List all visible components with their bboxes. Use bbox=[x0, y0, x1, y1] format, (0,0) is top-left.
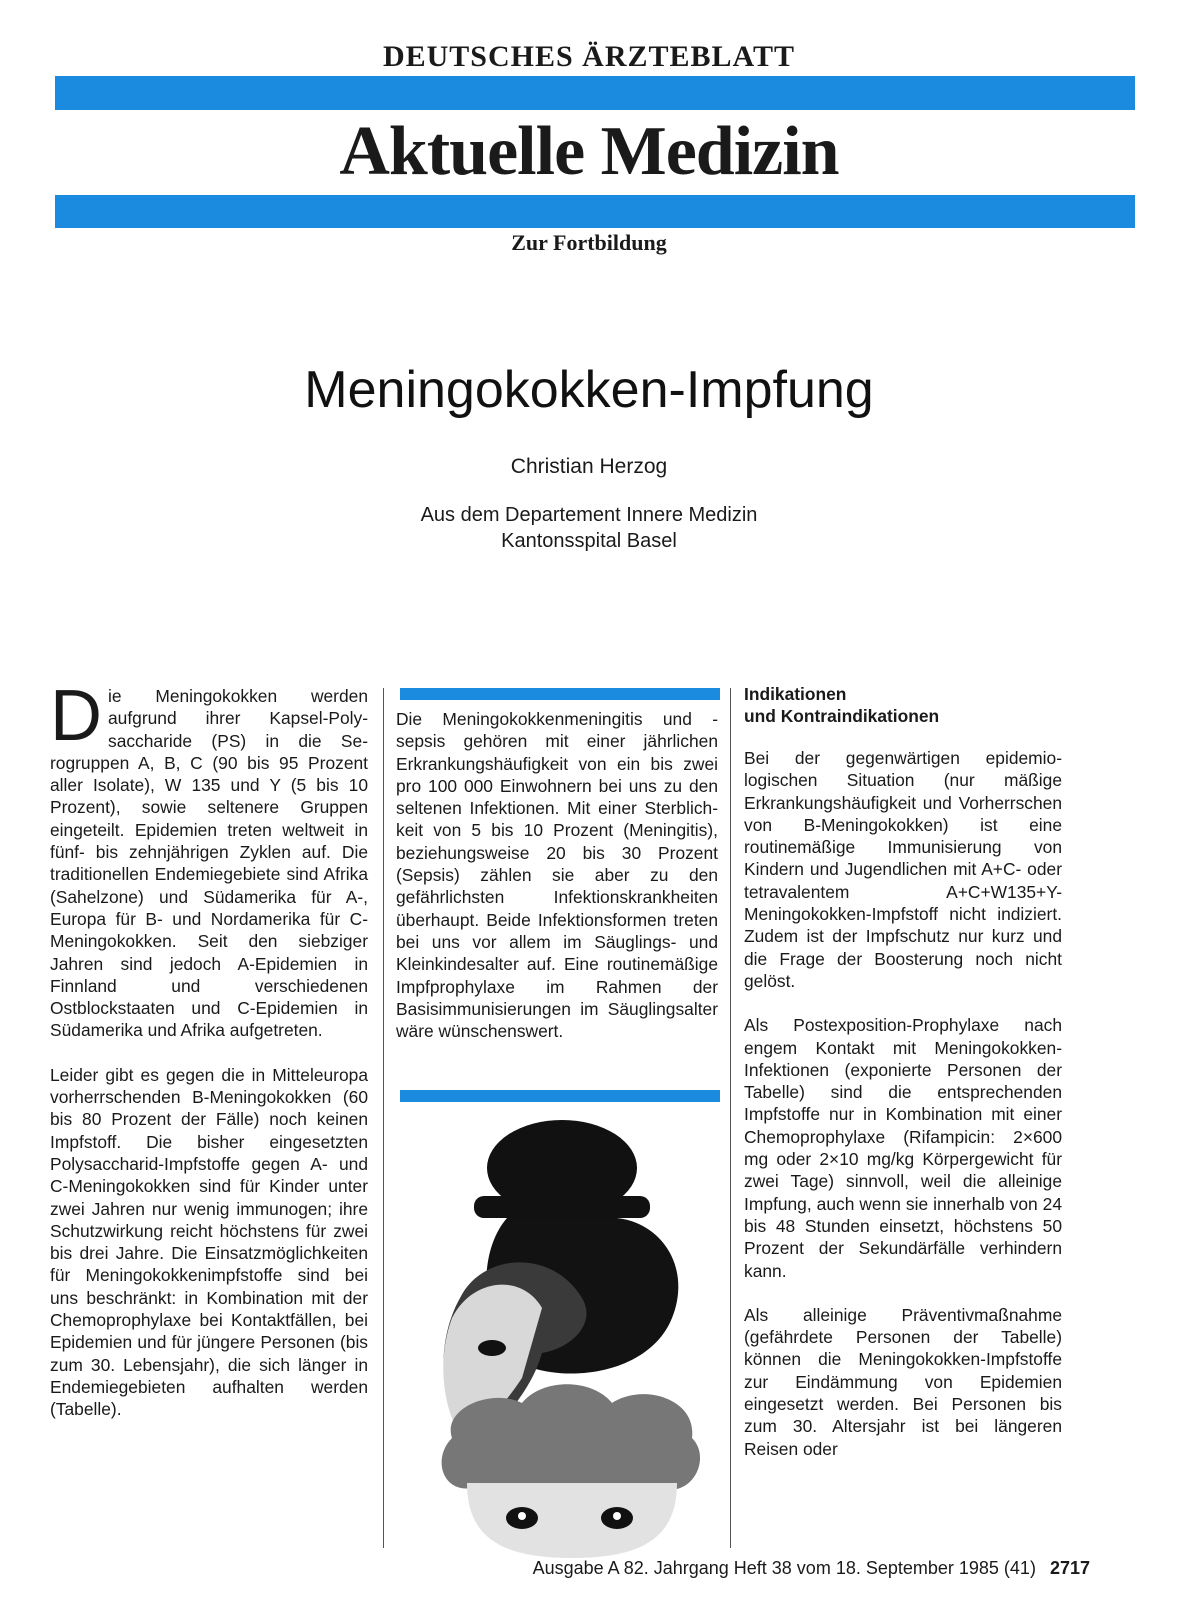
section-heading-line-1: Indikationen bbox=[744, 684, 847, 704]
illustration-hat-brim bbox=[474, 1196, 650, 1218]
paragraph: Als alleinige Präventivmaßnahme (gefährdete Personen der Tabelle) können die Meningokokken-Impfstoffe zur Eindämmung von Epidemien eingesetzt werden. Bei Personen bis zum 30. Altersjahr ist bei längeren Reisen oder bbox=[744, 1304, 1062, 1459]
column-blue-bar-bottom bbox=[400, 1090, 720, 1102]
affiliation-line-1: Aus dem Departement Innere Medizin bbox=[420, 504, 758, 526]
text-column-3 bbox=[744, 683, 1062, 1482]
column-rule-right bbox=[730, 688, 731, 1548]
subsection-title: Zur Fortbildung bbox=[511, 230, 667, 255]
text-column-2 bbox=[396, 708, 718, 1064]
section-heading-line-2: und Kontraindikationen bbox=[744, 706, 940, 726]
column-rule-left bbox=[383, 688, 384, 1548]
section-heading bbox=[744, 683, 1062, 727]
header-blue-bar-top bbox=[55, 76, 1135, 110]
paragraph: Als Postexposition-Prophylaxe nach engem Kontakt mit Meningokokken-Infektionen (exponierte Personen der Tabelle) sind die entsprechenden Impfstoffe nur in Kombination mit einer Chemoprophylaxe (Rifampicin: 2×600 mg oder 2×10 mg/kg Körpergewicht für zwei Tage) sinnvoll, weil die alleinige Impfung, auch wenn sie innerhalb von 24 bis 48 Stunden einsetzt, höchstens 50 Prozent der Sekundärfälle verhindern kann. bbox=[744, 1015, 1062, 1281]
article-affiliation bbox=[0, 502, 1178, 554]
illustration-faces bbox=[412, 1118, 718, 1558]
header-blue-bar-bottom bbox=[55, 195, 1135, 228]
affiliation-line-2: Kantonsspital Basel bbox=[501, 530, 677, 552]
drop-cap: D bbox=[50, 676, 102, 756]
masthead: DEUTSCHES ÄRZTEBLATT bbox=[382, 40, 796, 73]
page-footer bbox=[440, 1558, 1090, 1579]
article-title: Meningokokken-Impfung bbox=[304, 361, 874, 419]
paragraph: Bei der gegenwärtigen epidemiologischen Situation (nur mäßige Erkrankungshäufigkeit und Vorherrschen von B-Meningokokken) ist eine routinemäßige Immunisierung von Kindern und Jugendlichen mit A+C- oder tetravalentem A+C+W135+Y-Meningokokken-Impfstoff nicht indiziert. Zudem ist der Impfschutz nur kurz und die Frage der Boosterung noch nicht gelöst. bbox=[744, 748, 1062, 991]
paragraph-text: ie Meningokokken werden aufgrund ihrer Kapsel-Polysaccharide (PS) in die Serogruppen A, B, C (90 bis 95 Prozent aller Isolate), W 135 und Y (5 bis 10 Prozent), sowie seltenere Gruppen eingeteilt. Epidemien treten weltweit in fünf- bis zehnjährigen Zyklen auf. Die traditionellen Endemiegebiete sind Afrika (Sahelzone) und Südamerika für A-, Europa für B- und Nordamerika für C-Meningokokken. Seit den siebziger Jahren sind jedoch A-Epidemien in Finnland und verschiedenen Ostblockstaaten und C-Epidemien in Südamerika und Afrika aufgetreten. bbox=[50, 686, 368, 1041]
paragraph: Leider gibt es gegen die in Mitteleuropa vorherrschenden B-Meningokokken (60 bis 80 Prozent der Fälle) noch keinen Impfstoff. Die bisher eingesetzten Polysaccharid-Impfstoffe gegen A- und C-Meningokokken sind für Kinder unter zwei Jahren nur wenig immunogen; ihre Schutzwirkung reicht höchstens für zwei bis drei Jahre. Die Einsatzmöglichkeiten für Meningokokkenimpfstoffe sind bei uns beschränkt: in Kombination mit der Chemoprophylaxe bei Kontaktfällen, bei Epidemien und für jüngere Personen (bis zum 30. Lebensjahr), die sich länger in Endemiegebieten aufhalten werden (Tabelle). bbox=[50, 1064, 368, 1420]
article-author: Christian Herzog bbox=[510, 455, 668, 478]
paragraph bbox=[50, 676, 368, 1042]
column-blue-bar-top bbox=[400, 688, 720, 700]
illustration-eye bbox=[478, 1340, 506, 1356]
paragraph: Die Meningokokkenmeningitis und -sepsis gehören mit einer jährlichen Erkrankungshäufigkeit von ein bis zwei pro 100 000 Einwohnern bei uns zu den seltenen Infektionen. Mit einer Sterblichkeit von 5 bis 10 Prozent (Meningitis), beziehungsweise 20 bis 30 Prozent (Sepsis) zählen sie aber zu den gefährlichsten Infektionskrankheiten überhaupt. Beide Infektionsformen treten bei uns vor allem im Säuglings- und Kleinkindesalter auf. Eine routinemäßige Impfprophylaxe im Rahmen der Basisimmunisierungen im Säuglingsalter wäre wünschenswert. bbox=[396, 709, 718, 1042]
text-column-1 bbox=[50, 676, 368, 1443]
issue-info: Ausgabe A 82. Jahrgang Heft 38 vom 18. September 1985 (41) bbox=[532, 1558, 1036, 1578]
page-number: 2717 bbox=[1049, 1558, 1090, 1578]
illustration-bottom-face bbox=[467, 1483, 677, 1558]
section-title: Aktuelle Medizin bbox=[339, 113, 839, 190]
